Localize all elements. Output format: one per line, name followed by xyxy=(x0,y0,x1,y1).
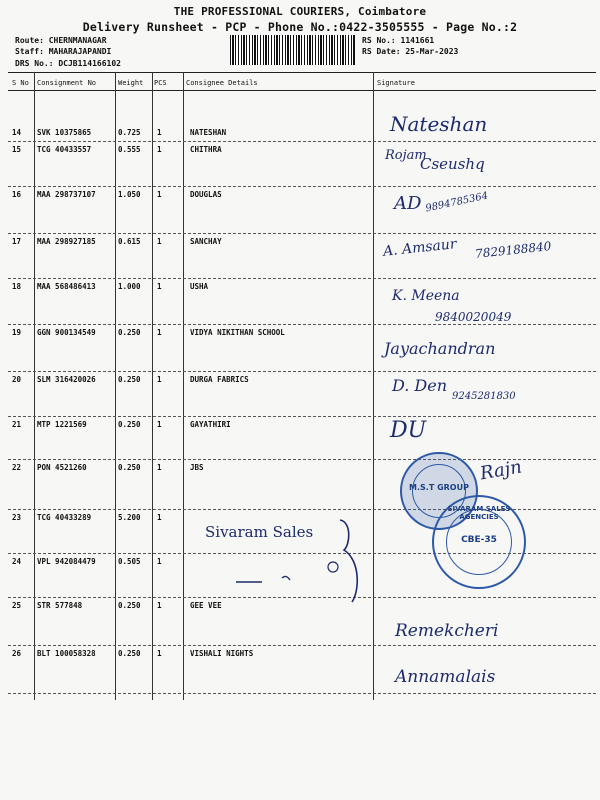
cell-sno: 17 xyxy=(12,237,22,246)
cell-weight: 0.725 xyxy=(118,128,141,137)
cell-consignment: STR 577848 xyxy=(37,601,83,610)
cell-consignee: CHITHRA xyxy=(190,145,222,154)
cell-consignee: NATESHAN xyxy=(190,128,227,137)
cell-pcs: 1 xyxy=(157,128,162,137)
cell-weight: 5.200 xyxy=(118,513,141,522)
rs-date: RS Date: 25-Mar-2023 xyxy=(362,47,459,56)
cell-consignee: GEE VEE xyxy=(190,601,222,610)
cell-pcs: 1 xyxy=(157,375,162,384)
cell-sno: 25 xyxy=(12,601,22,610)
drs-number: DRS No.: DCJB114166102 xyxy=(15,59,121,68)
cell-weight: 1.050 xyxy=(118,190,141,199)
cell-sno: 16 xyxy=(12,190,22,199)
cell-sno: 26 xyxy=(12,649,22,658)
cell-consignee: USHA xyxy=(190,282,209,291)
cell-pcs: 1 xyxy=(157,190,162,199)
signature-18-name: K. Meena xyxy=(392,288,460,304)
signature-16-mark: AD xyxy=(394,193,422,214)
col-header-consignment: Consignment No xyxy=(37,79,97,87)
cell-consignee: VIDYA NIKITHAN SCHOOL xyxy=(190,328,285,337)
cell-pcs: 1 xyxy=(157,282,162,291)
signature-21: DU xyxy=(390,418,427,443)
signature-17-name: A. Amsaur xyxy=(382,236,458,260)
company-stamp-1: M.S.T GROUP xyxy=(400,452,478,530)
cell-consignee: DURGA FABRICS xyxy=(190,375,249,384)
cell-weight: 0.250 xyxy=(118,649,141,658)
signature-26: Annamalais xyxy=(395,667,496,687)
cell-pcs: 1 xyxy=(157,420,162,429)
cell-consignment: VPL 942084479 xyxy=(37,557,96,566)
cell-weight: 1.000 xyxy=(118,282,141,291)
cell-consignee: SANCHAY xyxy=(190,237,222,246)
cell-sno: 14 xyxy=(12,128,22,137)
signature-20-mark: D. Den xyxy=(392,376,448,395)
cell-weight: 0.250 xyxy=(118,601,141,610)
cell-pcs: 1 xyxy=(157,237,162,246)
cell-weight: 0.615 xyxy=(118,237,141,246)
col-header-pcs: PCS xyxy=(154,79,167,87)
signature-17-phone: 7829188840 xyxy=(474,239,552,261)
rs-number: RS No.: 1141661 xyxy=(362,36,435,45)
route-label: Route: CHERNMANAGAR xyxy=(15,36,107,45)
cell-consignment: TCG 40433289 xyxy=(37,513,92,522)
cell-consignment: SLM 316420026 xyxy=(37,375,96,384)
cell-consignment: PON 4521260 xyxy=(37,463,87,472)
signature-22: Rajn xyxy=(478,456,524,485)
signature-16-phone: 9894785364 xyxy=(424,190,490,215)
document-title: THE PROFESSIONAL COURIERS, Coimbatore xyxy=(173,5,427,18)
cell-consignment: SVK 10375865 xyxy=(37,128,92,137)
cell-consignment: BLT 100058328 xyxy=(37,649,96,658)
cell-sno: 18 xyxy=(12,282,22,291)
signature-15b: Cseushq xyxy=(420,155,485,173)
cell-weight: 0.555 xyxy=(118,145,141,154)
cell-pcs: 1 xyxy=(157,328,162,337)
cell-sno: 24 xyxy=(12,557,22,566)
cell-weight: 0.505 xyxy=(118,557,141,566)
cell-sno: 20 xyxy=(12,375,22,384)
cell-sno: 15 xyxy=(12,145,22,154)
cell-consignee: JBS xyxy=(190,463,204,472)
cell-sno: 19 xyxy=(12,328,22,337)
cell-consignment: MTP 1221569 xyxy=(37,420,87,429)
cell-sno: 21 xyxy=(12,420,22,429)
cell-pcs: 1 xyxy=(157,649,162,658)
staff-label: Staff: MAHARAJAPANDI xyxy=(15,47,112,56)
col-header-consignee: Consignee Details xyxy=(186,79,258,87)
cell-weight: 0.250 xyxy=(118,420,141,429)
signature-15a: Rojam xyxy=(385,148,427,163)
cell-consignee: DOUGLAS xyxy=(190,190,222,199)
cell-pcs: 1 xyxy=(157,145,162,154)
company-stamp-2: SIVARAM SALES AGENCIES CBE-35 xyxy=(432,495,526,589)
cell-weight: 0.250 xyxy=(118,328,141,337)
cell-weight: 0.250 xyxy=(118,375,141,384)
cell-consignment: GGN 900134549 xyxy=(37,328,96,337)
cell-sno: 23 xyxy=(12,513,22,522)
cell-pcs: 1 xyxy=(157,463,162,472)
col-header-weight: Weight xyxy=(118,79,144,87)
document-subtitle: Delivery Runsheet - PCP - Phone No.:0422-3505555 - Page No.:2 xyxy=(82,20,518,34)
signature-18-phone: 9840020049 xyxy=(435,310,512,324)
signature-20-phone: 9245281830 xyxy=(452,391,516,402)
signature-23: Sivaram Sales xyxy=(205,523,314,541)
cell-consignment: MAA 568486413 xyxy=(37,282,96,291)
cell-weight: 0.250 xyxy=(118,463,141,472)
cell-pcs: 1 xyxy=(157,513,162,522)
cell-sno: 22 xyxy=(12,463,22,472)
signature-19: Jayachandran xyxy=(384,339,496,358)
col-header-sno: S No xyxy=(12,79,29,87)
cell-consignment: MAA 298737107 xyxy=(37,190,96,199)
signature-25: Remekcheri xyxy=(395,621,499,641)
cell-consignee: GAYATHIRI xyxy=(190,420,231,429)
cell-pcs: 1 xyxy=(157,557,162,566)
cell-consignment: MAA 298927185 xyxy=(37,237,96,246)
cell-consignment: TCG 40433557 xyxy=(37,145,92,154)
col-header-signature: Signature xyxy=(377,79,415,87)
signature-14: Nateshan xyxy=(390,112,488,136)
cell-pcs: 1 xyxy=(157,601,162,610)
cell-consignee: VISHALI NIGHTS xyxy=(190,649,254,658)
